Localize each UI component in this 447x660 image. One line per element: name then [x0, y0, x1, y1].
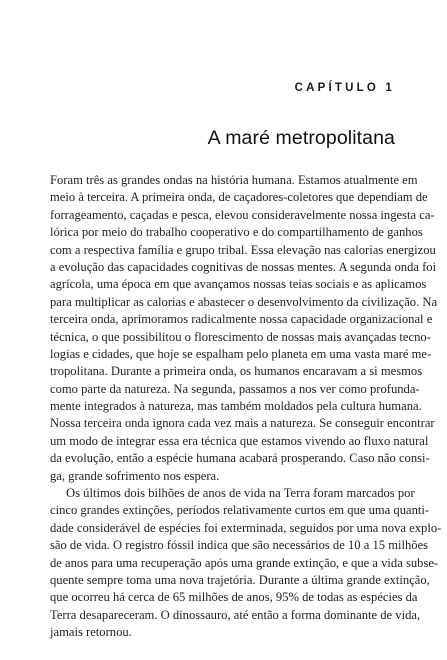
text-line: terceira onda, aprimoramos radicalmente nossa capacidade organizacional e: [50, 312, 433, 327]
text-line: Nossa terceira onda ignora cada vez mais a natureza. Se conseguir encontrar: [50, 416, 435, 431]
text-line: de anos para uma recuperação após uma grande extinção, e que a vida subse-: [50, 555, 439, 570]
text-line: agrícola, uma época em que avançamos nossas teias sociais e as aplicamos: [50, 277, 427, 292]
text-line: com a respectiva família e grupo tribal. Essa elevação nas calorias energizou: [50, 242, 436, 257]
text-line: técnica, o que possibilitou o florescimento de nossas mais avançadas tecno-: [50, 329, 431, 344]
chapter-label: CAPÍTULO 1: [294, 82, 395, 94]
text-line: tropolitana. Durante a primeira onda, os humanos encaravam a si mesmos: [50, 364, 423, 379]
text-line: que ocorreu há cerca de 65 milhões de anos, 95% de todas as espécies da: [50, 590, 418, 605]
text-line: meio à terceira. A primeira onda, de caçadores-coletores que dependiam de: [50, 190, 428, 205]
paragraph-1: [50, 172, 438, 485]
text-line: dade considerável de espécies foi exterminada, seguidos por uma nova explo-: [50, 520, 442, 535]
text-line: quente sempre toma uma nova trajetória. Durante a última grande extinção,: [50, 572, 430, 587]
text-line: Os últimos dois bilhões de anos de vida na Terra foram marcados por: [66, 486, 415, 501]
text-line: lórica por meio do trabalho cooperativo e do compartilhamento de ganhos: [50, 225, 423, 240]
text-line: para multiplicar as calorias e abastecer o desenvolvimento da civilização. Na: [50, 294, 438, 309]
text-line: um modo de integrar essa era técnica que estamos vivendo ao fluxo natural: [50, 433, 429, 448]
text-line: como parte da natureza. Na segunda, passamos a nos ver como profunda-: [50, 381, 420, 396]
chapter-title: A maré metropolitana: [207, 127, 395, 149]
text-line: são de vida. O registro fóssil indica que são necessários de 10 a 15 milhões: [50, 538, 429, 553]
text-line: jamais retornou.: [50, 625, 132, 640]
text-line: forrageamento, caçadas e pesca, elevou consideravelmente nossa ingesta ca-: [50, 207, 435, 222]
text-line: ga, grande sofrimento nos espera.: [50, 468, 220, 483]
text-line: logias e cidades, que hoje se espalham pelo planeta em uma vasta maré me-: [50, 346, 432, 361]
body-text: [50, 172, 442, 642]
text-line: a evolução das capacidades cognitivas de nossas mentes. A segunda onda foi: [50, 259, 437, 274]
paragraph-2: [50, 485, 442, 642]
text-line: Foram três as grandes ondas na história humana. Estamos atualmente em: [50, 173, 418, 187]
text-line: cinco grandes extinções, períodos relativamente curtos em que uma quanti-: [50, 503, 430, 518]
text-line: da evolução, então a espécie humana acabará prosperando. Caso não consi-: [50, 451, 430, 466]
text-line: Terra desapareceram. O dinossauro, até então a forma dominante de vida,: [50, 607, 421, 622]
text-line: mente integrados à natureza, mas também moldados pela cultura humana.: [50, 399, 422, 414]
